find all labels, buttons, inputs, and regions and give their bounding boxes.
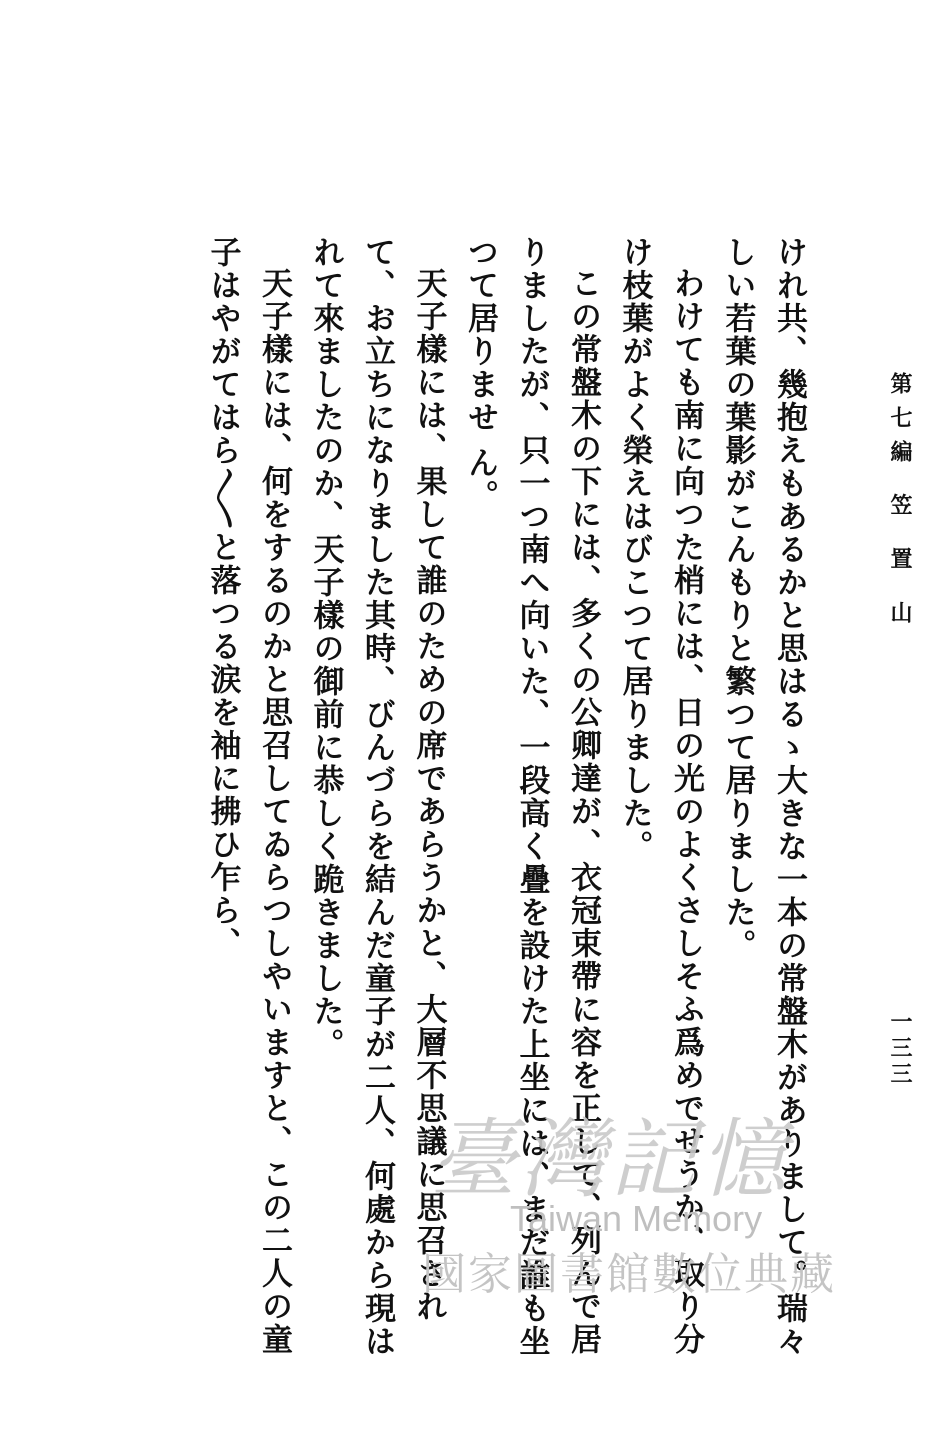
paragraph: 天子樣には、果して誰のための席であらうかと、大層不思議に思召されて、お立ちになりました其時、びんづらを結んだ童子が二人、何處から現はれて來ましたのか、天子樣の御前に恭しく跪きました。 xyxy=(307,236,447,1358)
paragraph: わけても南に向つた梢には、日の光のよくさしそふ爲めでせうか、取り分け枝葉がよく榮えはびこつて居りました。 xyxy=(616,236,704,1356)
paragraph: 天子樣には、何をするのかと思召してゐらつしやいますと、この二人の童子はやがてはら〳〵と落つる涙を袖に拂ひ乍ら、 xyxy=(204,236,292,1356)
watermark-script: 臺灣記憶 xyxy=(430,1110,790,1210)
paragraph: この常盤木の下には、多くの公卿達が、衣冠束帶に容を正して、列んで居りましたが、只一つ南へ向いた、一段高く疊を設けた上坐には、まだ誰も坐つて居りませ ん。 xyxy=(462,236,601,1358)
watermark-english: Taiwan Memory xyxy=(510,1198,763,1239)
paragraph: けれ共、幾抱えもあるかと思はるゝ大きな一本の常盤木がありまして。瑞々しい若葉の葉影がこんもりと繁つて居りました。 xyxy=(719,236,807,1358)
running-head: 第七編 笠 置 山 xyxy=(887,372,913,635)
watermark-subtitle: 國家圖書館數位典藏 xyxy=(422,1249,836,1300)
library-watermark xyxy=(400,1090,870,1320)
page-number: 一三三 xyxy=(887,1010,913,1088)
